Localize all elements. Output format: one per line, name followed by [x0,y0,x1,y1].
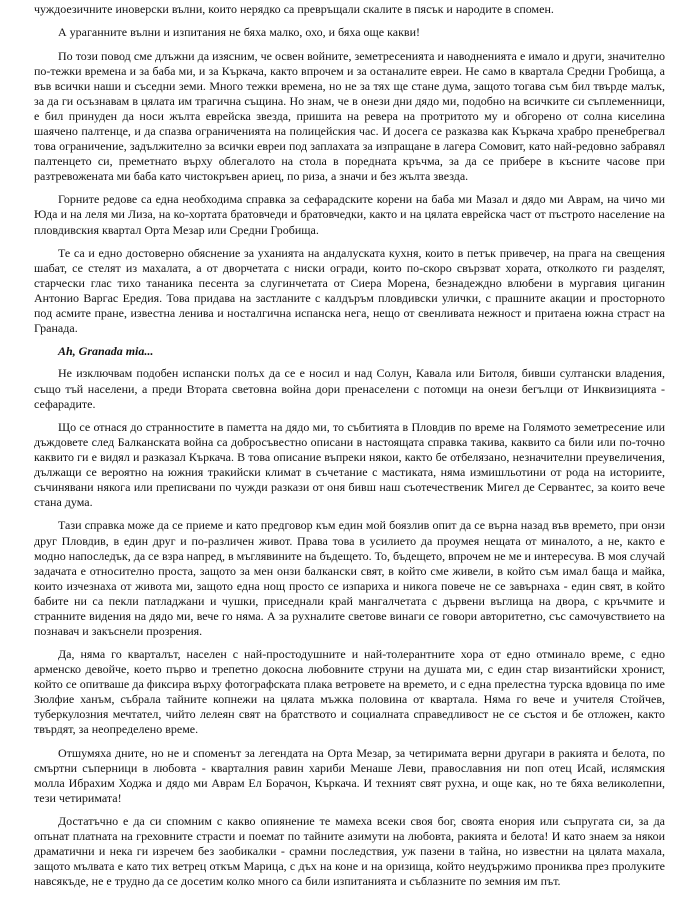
paragraph-8: Тази справка може да се приеме и като предговор към един мой боязлив опит да се върна назад във времето, при онзи друг Пловдив, в един друг и по-различен живот. Права това в усилието да проумея нещата от миналото, а не, както е модно напоследък, да се взра напред, в мъглявините на бъдещето. То, бъдещето, впрочем не ме и интересува. В моя случай задачата е относително проста, защото за мен онзи балкански свят, в който сме живели, в който съм имал баща и майка, които изчезнаха от живота ми, защото една нощ просто се изпариха и никога повече не се завърнаха - един свят, в който бабите ни са пекли патладжани и чушки, приседнали край мангалчетата с дървени въглища на двора, с кръчмите и странните видения на дядо ми, вече го няма. А за рухналите светове винаги се говори авторитетно, със самочувствието на познавач и закъснели прозрения. [34,518,665,638]
paragraph-6: Не изключвам подобен испански полъх да се е носил и над Солун, Кавала или Битоля, бивши султански владения, също тъй населени, а преди Втората световна война дори пренаселени с потомци на онези бегълци от Инквизицията - сефарадите. [34,366,665,411]
paragraph-2: А ураганните вълни и изпитания не бяха малко, охо, и бяха още какви! [58,25,420,40]
paragraph-4: Горните редове са една необходима справка за сефарадските корени на баба ми Мазал и дядо ми Аврам, на чичо ми Юда и на леля ми Лиза, на ко-хортата братовчеди и братовчедки, както и на цялата еврейска част от пъстрото население на пловдивския квартал Орта Мезар или Средни Гробища. [34,192,665,237]
paragraph-1: чуждоезичните иноверски вълни, които нерядко са превръщали скалите в пясък и народите в спомен. [34,2,554,16]
paragraph-7: Що се отнася до странностите в паметта на дядо ми, то събитията в Пловдив по време на Голямото земетресение или дъждовете след Балканската война са добросъвестно описани в настоящата справка такива, каквито са били или по-точно каквито ги е видял и разказал Къркача. В това описание въпреки някои, както бе отбелязано, незначителни преувеличения, дължащи се вероятно на южния тракийски климат в съчетание с мастиката, няма измишльотини от рода на историите, съчинявани някога или преписвани по чужди разкази от оня бивш наш съотечественик Мигел де Сервантес, за които вече стана дума. [34,419,665,510]
paragraph-3: По този повод сме длъжни да изясним, че освен войните, земетресенията и наводненията е имало и други, значително по-тежки времена и за баба ми, и за Къркача, както впрочем и за останалите евреи. Не само в квартала Средни Гробища, а във всички наши и съседни земи. Много тежки времена, но не за тях ще стане дума, защото тогава съм бил твърде малък, за да ги осъзнавам в цялата им трагична същина. Но знам, че в онези дни дядо ми, подобно на всичките си съплеменници, е бил принуден да носи жълта еврейска звезда, пришита на ревера на протритото му и обгорено от солна киселина шаячено палтенце, и да спазва ограниченията на полицейския час. И досега се разказва как Къркача храбро пренебрегвал това ограничение, задължително за всички евреи под заплахата за изпращане в лагера Сомовит, като най-редовно забравял палтенцето си, преметнато върху облегалото на стола в поредната кръчма, за да се прибере в късните часове при разтревожената ми баба като чистокръвен ариец, по риза, а значи и без жълта звезда. [34,48,665,184]
document-page [34,2,665,898]
paragraph-10: Отшумяха дните, но не и споменът за легендата на Орта Мезар, за четиримата верни другари в ракията и белота, по смъртни съперници в любовта - кварталния равин хариби Менаше Леви, православния ни поп отец Исай, ислямския молла Ибрахим Ходжа и дядо ми Аврам Ел Борачон, Къркача. И техният свят рухна, и още как, но те бяха великолепни, тези четиримата! [34,745,665,805]
italic-heading: Ah, Granada mia... [58,344,154,359]
paragraph-11: Достатъчно е да си спомним с какво опиянение те мамеха всеки своя бог, своята енория или съпругата си, за да опънат платната на греховните страсти и поемат по тайните азимути на любовта, ракията и белота! И като знаем за някои драматични и нека ги изречем без заобикалки - срамни последствия, уж пазени в тайна, но известни на цялата махала, защото мълвата е като тих ветрец откъм Марица, с дъх на коне и на оризища, който неудържимо прониква през пролуките навсякъде, не е трудно да се досетим колко много са били изпитанията и съблазните по земния им път. [34,814,665,889]
paragraph-9: Да, няма го кварталът, населен с най-простодушните и най-толерантните хора от едно отминало време, с едно арменско девойче, което първо и трепетно докосна любовните струни на душата ми, с един стар византийски хронист, който се опитваше да фиксира върху фотографската плака ветровете на времето, и с една прелестна турска вдовица по име Зюлфие ханъм, събрала тайните копнежи на цялата мъжка половина от квартала. Няма го вече и учителя Стойчев, туберкулозния мечтател, чийто лелеян свят на братството и социалната справедливост не се състоя и бе отложен, както твърдят, за неопределено време. [34,647,665,737]
paragraph-5: Те са и едно достоверно обяснение за уханията на андалуската кухня, които в петък привечер, на прага на свещения шабат, се стелят из махалата, а от дворчетата с ниски огради, които по-скоро свързват хората, отколкото ги разделят, старчески глас тихо тананика песента за слугинчетата от Сиера Морена, безнадеждно влюбени в мургавия циганин Антонио Варгас Ередия. Това придава на застланите с калдъръм пловдивски улички, с прашните акации и просторното под асмите пране, известна ленива и носталгична испанска нега, нещо от свенливата нежност и притаена южна страст на Гранада. [34,245,665,336]
